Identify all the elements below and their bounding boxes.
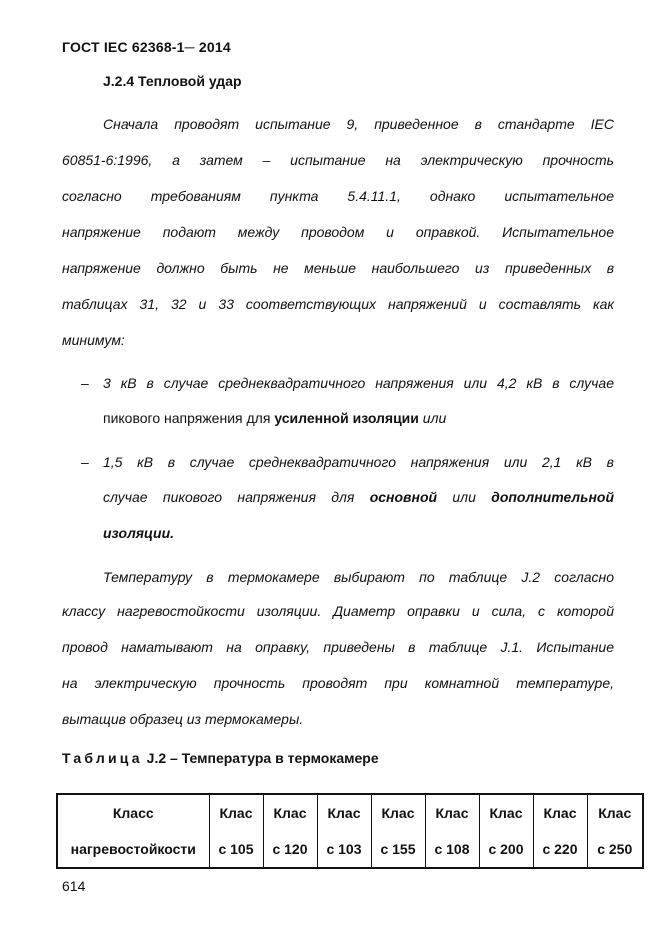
- bold-term: изоляции.: [103, 525, 175, 541]
- table-row: [57, 794, 643, 831]
- table-row: [57, 831, 643, 868]
- bold-term: дополнительной: [491, 489, 614, 505]
- bullet2-line2: случае пикового напряжения для основной или дополнительной: [103, 489, 614, 505]
- bullet-dash: –: [81, 375, 89, 391]
- table-cell: с 108: [425, 831, 479, 868]
- bold-term: усиленной изоляции: [274, 410, 419, 426]
- table-cell: с 120: [263, 831, 317, 868]
- bullet1-line1: 3 кВ в случае среднеквадратичного напряжения или 4,2 кВ в случае: [103, 375, 614, 391]
- para2-line: провод наматывают на оправку, приведены в таблице J.1. Испытание: [62, 639, 614, 655]
- para2-line: на электрическую прочность проводят при комнатной температуре,: [62, 675, 614, 691]
- para1-line: напряжение подают между проводом и оправкой. Испытательное: [62, 224, 614, 240]
- bold-term: основной: [369, 489, 438, 505]
- table-cell: с 155: [371, 831, 425, 868]
- para1-last-line: минимум:: [62, 332, 125, 348]
- table-cell: с 103: [317, 831, 371, 868]
- table-cell: Клас: [425, 794, 479, 831]
- table-cell: нагревостойкости: [57, 831, 209, 868]
- para1-line: Сначала проводят испытание 9, приведенное в стандарте IEC: [103, 116, 614, 132]
- table-cell: Клас: [263, 794, 317, 831]
- para1-line: таблицах 31, 32 и 33 соответствующих напряжений и составлять как: [62, 296, 614, 312]
- temperature-table: [56, 793, 644, 869]
- table-cell: Клас: [317, 794, 371, 831]
- bullet2-line1: 1,5 кВ в случае среднеквадратичного напряжения или 2,1 кВ в: [103, 454, 614, 470]
- para2-last-line: вытащив образец из термокамеры.: [62, 711, 304, 727]
- table-cell: Клас: [371, 794, 425, 831]
- table-cell: Клас: [587, 794, 643, 831]
- para2-line: Температуру в термокамере выбирают по таблице J.2 согласно: [103, 569, 614, 585]
- table-cell: с 105: [209, 831, 263, 868]
- table-cell: с 250: [587, 831, 643, 868]
- table-cell: с 220: [533, 831, 587, 868]
- bullet2-line3: [103, 515, 614, 551]
- table-cell: с 200: [479, 831, 533, 868]
- table-cell: Клас: [479, 794, 533, 831]
- table-cell: Класс: [57, 794, 209, 831]
- para1-line: 60851-6:1996, а затем – испытание на электрическую прочность: [62, 152, 614, 168]
- para2-line: классу нагревостойкости изоляции. Диаметр оправки и сила, с которой: [62, 603, 614, 619]
- section-title: J.2.4 Тепловой удар: [103, 73, 242, 89]
- table-caption: Таблица J.2 – Температура в термокамере: [62, 750, 379, 766]
- para1-line: согласно требованиям пункта 5.4.11.1, однако испытательное: [62, 188, 614, 204]
- table-cell: Клас: [533, 794, 587, 831]
- para1-line: напряжение должно быть не меньше наибольшего из приведенных в: [62, 260, 614, 276]
- bullet1-line2: пикового напряжения для усиленной изоляции или: [103, 410, 447, 426]
- document-header: ГОСТ IEC 62368-1─ 2014: [62, 39, 231, 55]
- table-cell: Клас: [209, 794, 263, 831]
- bullet-dash: –: [81, 454, 89, 470]
- page-number: 614: [62, 878, 86, 894]
